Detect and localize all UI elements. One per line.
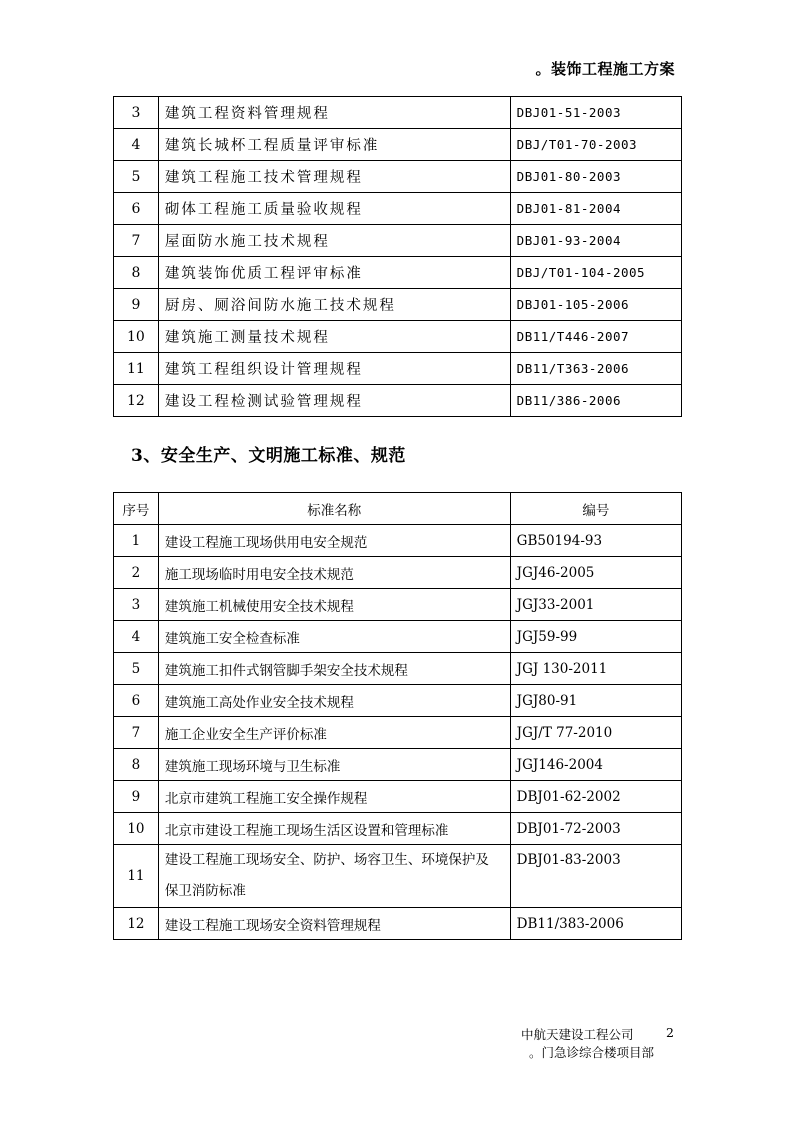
header-code: 编号 [510,493,681,525]
standard-name-line1: 建设工程施工现场安全、防护、场容卫生、环境保护及 [164,852,489,868]
standard-code: DBJ01-62-2002 [510,781,681,813]
row-number: 12 [114,908,159,940]
table-row [114,749,682,781]
standard-code: JGJ59-99 [510,621,681,653]
standard-code: JGJ80-91 [510,685,681,717]
standard-name: 建筑工程组织设计管理规程 [158,353,510,385]
table-row [114,257,682,289]
page-number: 2 [666,1025,674,1040]
standard-name: 建筑施工机械使用安全技术规程 [158,589,510,621]
standard-code: GB50194-93 [510,525,681,557]
table-row [114,289,682,321]
table-row [114,781,682,813]
footer-project: 。门急诊综合楼项目部 [529,1045,655,1060]
standard-name: 建筑工程施工技术管理规程 [158,161,510,193]
standard-name: 建设工程施工现场安全资料管理规程 [158,908,510,940]
standard-code: DBJ01-81-2004 [510,193,681,225]
table-row [114,97,682,129]
standard-name: 厨房、厕浴间防水施工技术规程 [158,289,510,321]
standard-name: 建筑施工现场环境与卫生标准 [158,749,510,781]
standard-name: 北京市建设工程施工现场生活区设置和管理标准 [158,813,510,845]
row-number: 10 [114,321,159,353]
standard-name: 砌体工程施工质量验收规程 [158,193,510,225]
table-row [114,385,682,417]
table-row [114,717,682,749]
table-row [114,845,682,908]
row-number: 5 [114,161,159,193]
standard-name: 建筑施工高处作业安全技术规程 [158,685,510,717]
row-number: 9 [114,781,159,813]
standard-name: 建筑施工安全检查标准 [158,621,510,653]
standard-name: 北京市建筑工程施工安全操作规程 [158,781,510,813]
standard-name: 施工现场临时用电安全技术规范 [158,557,510,589]
row-number: 10 [114,813,159,845]
header-number: 序号 [114,493,159,525]
row-number: 7 [114,225,159,257]
table-header-row [114,493,682,525]
standard-code: DBJ01-51-2003 [510,97,681,129]
header-name: 标准名称 [158,493,510,525]
standard-code: JGJ33-2001 [510,589,681,621]
standard-code: DBJ01-72-2003 [510,813,681,845]
table-row [114,685,682,717]
footer-company: 中航天建设工程公司 [521,1027,634,1042]
page-header-title: 。装饰工程施工方案 [535,60,675,78]
standard-code: DBJ01-105-2006 [510,289,681,321]
table-row [114,129,682,161]
row-number: 11 [114,845,159,908]
row-number: 1 [114,525,159,557]
standard-code: DB11/T446-2007 [510,321,681,353]
row-number: 2 [114,557,159,589]
standard-name [158,845,510,908]
row-number: 7 [114,717,159,749]
row-number: 6 [114,685,159,717]
row-number: 8 [114,749,159,781]
table-row [114,525,682,557]
standard-name: 建设工程施工现场供用电安全规范 [158,525,510,557]
standard-name: 建设工程检测试验管理规程 [158,385,510,417]
table-row [114,557,682,589]
table-row [114,908,682,940]
standard-code: DB11/T363-2006 [510,353,681,385]
table-row [114,353,682,385]
standard-name: 建筑施工扣件式钢管脚手架安全技术规程 [158,653,510,685]
standards-table-continued [113,96,682,417]
table-row [114,589,682,621]
table-row [114,653,682,685]
standard-name: 建筑施工测量技术规程 [158,321,510,353]
standard-name: 建筑装饰优质工程评审标准 [158,257,510,289]
standard-code: JGJ/T 77-2010 [510,717,681,749]
standard-name: 建筑工程资料管理规程 [158,97,510,129]
row-number: 3 [114,589,159,621]
row-number: 3 [114,97,159,129]
row-number: 4 [114,129,159,161]
standard-code: DBJ01-93-2004 [510,225,681,257]
standard-code: JGJ46-2005 [510,557,681,589]
table-row [114,161,682,193]
standard-code: DBJ/T01-104-2005 [510,257,681,289]
standard-code: DB11/386-2006 [510,385,681,417]
table-row [114,193,682,225]
standard-code: DBJ01-80-2003 [510,161,681,193]
section-title: 3、安全生产、文明施工标准、规范 [131,446,406,466]
row-number: 4 [114,621,159,653]
table-row [114,225,682,257]
standard-code: DBJ/T01-70-2003 [510,129,681,161]
standard-code: JGJ 130-2011 [510,653,681,685]
table-row [114,321,682,353]
safety-standards-table [113,492,682,940]
standard-name: 施工企业安全生产评价标准 [158,717,510,749]
standard-name-line2: 保卫消防标准 [164,883,246,899]
row-number: 12 [114,385,159,417]
row-number: 6 [114,193,159,225]
standard-code: DB11/383-2006 [510,908,681,940]
standard-code: JGJ146-2004 [510,749,681,781]
table-row [114,621,682,653]
row-number: 11 [114,353,159,385]
row-number: 8 [114,257,159,289]
row-number: 9 [114,289,159,321]
row-number: 5 [114,653,159,685]
table-row [114,813,682,845]
standard-name: 建筑长城杯工程质量评审标准 [158,129,510,161]
standard-code: DBJ01-83-2003 [510,845,681,908]
standard-name: 屋面防水施工技术规程 [158,225,510,257]
